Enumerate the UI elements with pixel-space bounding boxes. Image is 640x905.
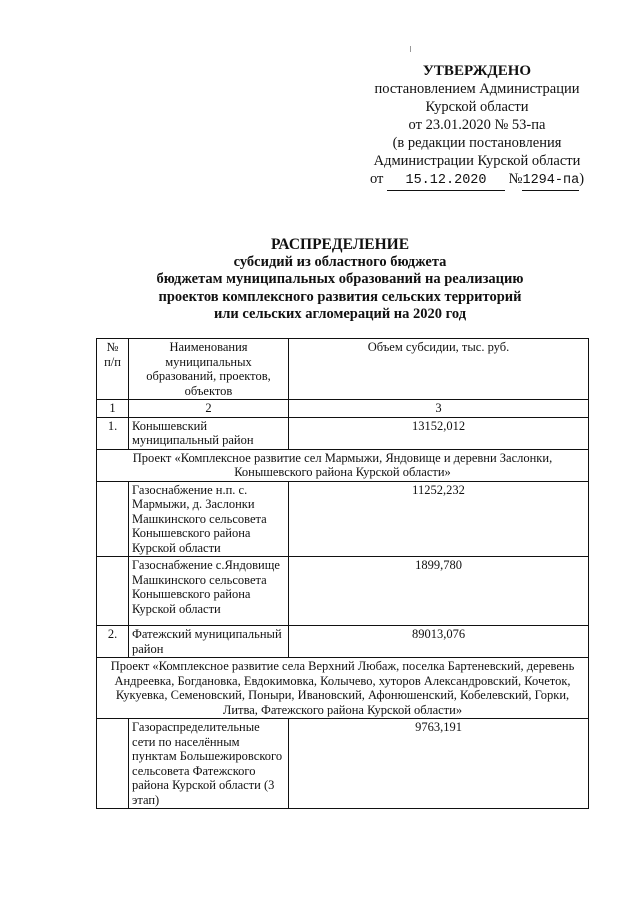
- title-line: субсидий из областного бюджета: [233, 253, 447, 270]
- table-header-row: [97, 339, 589, 400]
- number-prefix: №: [508, 171, 523, 187]
- row-name: Фатежский муниципальный район: [129, 626, 289, 658]
- amendment-date-line: [352, 170, 602, 191]
- project-description: Проект «Комплексное развитие села Верхний Любаж, поселка Бартеневский, деревень Андреевка, Богдановка, Евдокимовка, Колычево, хуторов Александровский, Кочеток, Кукуевка, Семеновский, Поныри, Ивановский, Афонюшенский, Кобелевский, Горки, Литва, Фатежского района Курской области»: [97, 658, 589, 719]
- row-num: [97, 557, 129, 626]
- header-amount: Объем субсидии, тыс. руб.: [289, 339, 589, 400]
- row-num: 2.: [97, 626, 129, 658]
- row-name: Газоснабжение с.Яндовище Машкинского сельсовета Конышевского района Курской области: [129, 557, 289, 626]
- approval-line: Курской области: [425, 99, 529, 115]
- title-line: бюджетам муниципальных образований на реализацию: [156, 271, 524, 287]
- row-name: Конышевский муниципальный район: [129, 417, 289, 449]
- document-title: [100, 236, 580, 324]
- header-name: Наименования муниципальных образований, проектов, объектов: [129, 339, 289, 400]
- subsidy-table: [96, 338, 589, 809]
- closing-paren: ): [579, 171, 585, 187]
- row-amount: 13152,012: [289, 417, 589, 449]
- approval-heading: УТВЕРЖДЕНО: [422, 63, 532, 79]
- date-prefix: от: [369, 171, 384, 187]
- header-num: № п/п: [97, 339, 129, 400]
- project-description: Проект «Комплексное развитие сел Мармыжи, Яндовище и деревни Заслонки, Конышевского района Курской области»: [97, 449, 589, 481]
- row-amount: 1899,780: [289, 557, 589, 626]
- table-row: [97, 481, 589, 557]
- index-cell: 3: [289, 400, 589, 418]
- amendment-date: 15.12.2020: [387, 172, 505, 191]
- row-num: [97, 719, 129, 809]
- approval-line: (в редакции постановления: [392, 135, 562, 151]
- row-name: Газораспределительные сети по населённым пунктам Большежировского сельсовета Фатежского района Курской области (3 этап): [129, 719, 289, 809]
- scan-mark: [410, 46, 411, 52]
- row-amount: 9763,191: [289, 719, 589, 809]
- title-line: или сельских агломераций на 2020 год: [213, 306, 467, 322]
- table-row: [97, 557, 589, 626]
- row-amount: 11252,232: [289, 481, 589, 557]
- title-line: проектов комплексного развития сельских территорий: [158, 288, 522, 305]
- index-cell: 2: [129, 400, 289, 418]
- row-num: [97, 481, 129, 557]
- approval-line: постановлением Администрации: [374, 81, 580, 97]
- table-row: [97, 719, 589, 809]
- index-cell: 1: [97, 400, 129, 418]
- approval-line: Администрации Курской области: [373, 153, 581, 169]
- title-main: РАСПРЕДЕЛЕНИЕ: [270, 236, 410, 253]
- row-num: 1.: [97, 417, 129, 449]
- project-row: [97, 658, 589, 719]
- amendment-number: 1294-па: [522, 172, 579, 191]
- approval-block: [352, 62, 602, 191]
- project-row: [97, 449, 589, 481]
- table-row: [97, 626, 589, 658]
- table-index-row: [97, 400, 589, 418]
- row-name: Газоснабжение н.п. с. Мармыжи, д. Заслонки Машкинского сельсовета Конышевского района Курской области: [129, 481, 289, 557]
- row-amount: 89013,076: [289, 626, 589, 658]
- approval-line: от 23.01.2020 № 53-па: [408, 117, 546, 133]
- table-row: [97, 417, 589, 449]
